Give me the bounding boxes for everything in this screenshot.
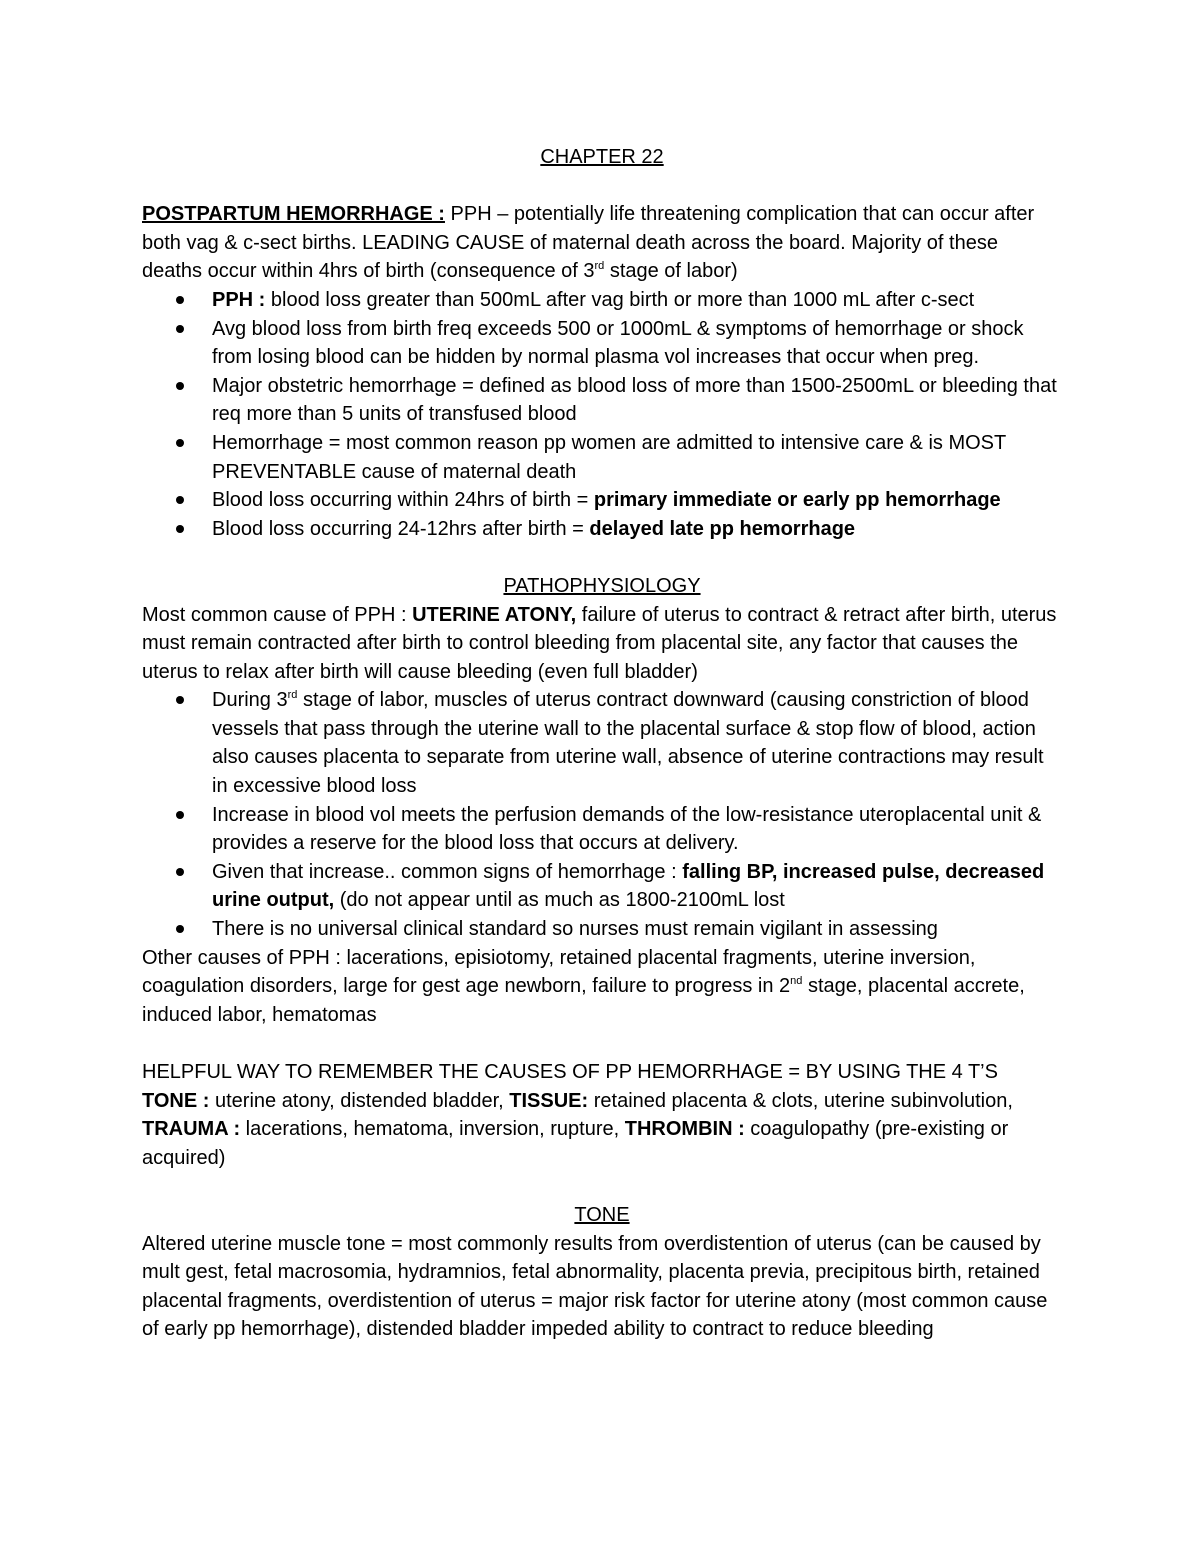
patho-bullet-list [142,686,1062,943]
other-causes-text-end: stage, placental accrete, induced labor, hematomas [142,975,1025,1026]
tone-paragraph: Altered uterine muscle tone = most commonly results from overdistention of uterus (can be caused by mult gest, fetal macrosomia, hydramnios, fetal abnormality, placenta previa, precipitous birth, retained placental fragments, overdistention of uterus = major risk factor for uterine atony (most common cause of early pp hemorrhage), distended bladder impeded ability to contract to reduce bleeding [142,1232,1048,1341]
chapter-title: CHAPTER 22 [540,146,664,168]
tissue-label: TISSUE: [509,1089,589,1112]
thrombin-label: THROMBIN : [624,1118,745,1141]
trauma-text: lacerations, hematoma, inversion, rupture, [240,1118,625,1141]
spacer [142,1172,1062,1201]
list-item [142,429,1062,486]
pph-intro-text: PPH – potentially life threatening complication that can occur after both vag & c-sect births. LEADING CAUSE of maternal death across the board. Majority of these deaths occur within 4hrs of birth (consequence of 3 [142,203,1035,283]
bold-term: UTERINE ATONY, [412,603,577,626]
superscript: nd [790,975,803,988]
thrombin-text: coagulopathy (pre-existing or acquired) [142,1118,1009,1169]
list-item-text: Avg blood loss from birth freq exceeds 500 or 1000mL & symptoms of hemorrhage or shock from losing blood can be hidden by normal plasma vol increases that occur when preg. [212,317,1024,369]
tone-label: TONE : [142,1089,210,1112]
list-item [142,372,1062,429]
patho-intro-text: Most common cause of PPH : [142,603,413,626]
bold-term: primary immediate or early pp hemorrhage [593,489,1001,512]
list-item-text: blood loss greater than 500mL after vag birth or more than 1000 mL after c-sect [265,288,975,311]
document-body [142,143,1062,1344]
pph-bullet-list [142,286,1062,543]
tone-heading: TONE [574,1203,630,1226]
list-item [142,486,1062,515]
bold-term: falling BP, increased pulse, decreased urine output, [212,860,1045,912]
pathophysiology-heading: PATHOPHYSIOLOGY [503,574,701,597]
bold-term: PPH : [212,288,266,311]
list-item-text-end: (do not appear until as much as 1800-2100mL lost [334,889,785,912]
list-item-text: There is no universal clinical standard so nurses must remain vigilant in assessing [212,918,938,941]
other-causes-text: Other causes of PPH : lacerations, episiotomy, retained placental fragments, uterine inversion, coagulation disorders, large for gest age newborn, failure to progress in 2 [142,946,976,998]
pph-label: POSTPARTUM HEMORRHAGE : [142,203,445,226]
spacer [142,543,1062,572]
list-item-text-end: stage of labor, muscles of uterus contract downward (causing constriction of blood vessels that pass through the uterine wall to the placental surface & stop flow of blood, action also causes placenta to separate from uterine wall, absence of uterine contractions may result in excessive blood loss [212,689,1044,798]
four-ts-list [142,1087,1062,1173]
other-causes [142,944,1062,1030]
tissue-text: retained placenta & clots, uterine subinvolution, [588,1089,1013,1112]
spacer [142,172,1062,201]
list-item [142,801,1062,858]
pph-intro-text-end: stage of labor) [604,260,738,283]
list-item-text: Blood loss occurring within 24hrs of birth = [212,489,594,512]
list-item-text: During 3 [212,689,288,712]
patho-intro-text-end: failure of uterus to contract & retract after birth, uterus must remain contracted after birth to control bleeding from placental site, any factor that causes the uterus to relax after birth will cause bleeding (even full bladder) [142,603,1057,683]
list-item [142,915,1062,944]
list-item [142,858,1062,915]
list-item [142,515,1062,544]
patho-intro [142,601,1062,687]
spacer [142,1029,1062,1058]
tone-text: uterine atony, distended bladder, [209,1089,510,1112]
list-item [142,686,1062,800]
list-item-text: Increase in blood vol meets the perfusion demands of the low-resistance uteroplacental unit & provides a reserve for the blood loss that occurs at delivery. [212,803,1042,855]
trauma-label: TRAUMA : [142,1118,241,1141]
four-ts-line: HELPFUL WAY TO REMEMBER THE CAUSES OF PP HEMORRHAGE = BY USING THE 4 T’S [142,1061,998,1083]
list-item-text: Major obstetric hemorrhage = defined as blood loss of more than 1500-2500mL or bleeding that req more than 5 units of transfused blood [212,374,1057,426]
list-item-text: Blood loss occurring 24-12hrs after birth = [212,517,590,540]
superscript: rd [594,260,605,273]
list-item [142,315,1062,372]
pph-intro [142,200,1062,286]
superscript: rd [287,689,298,702]
bold-term: delayed late pp hemorrhage [589,517,856,540]
list-item-text: Given that increase.. common signs of hemorrhage : [212,860,683,883]
list-item-text: Hemorrhage = most common reason pp women are admitted to intensive care & is MOST PREVENTABLE cause of maternal death [212,431,1006,483]
list-item [142,286,1062,315]
